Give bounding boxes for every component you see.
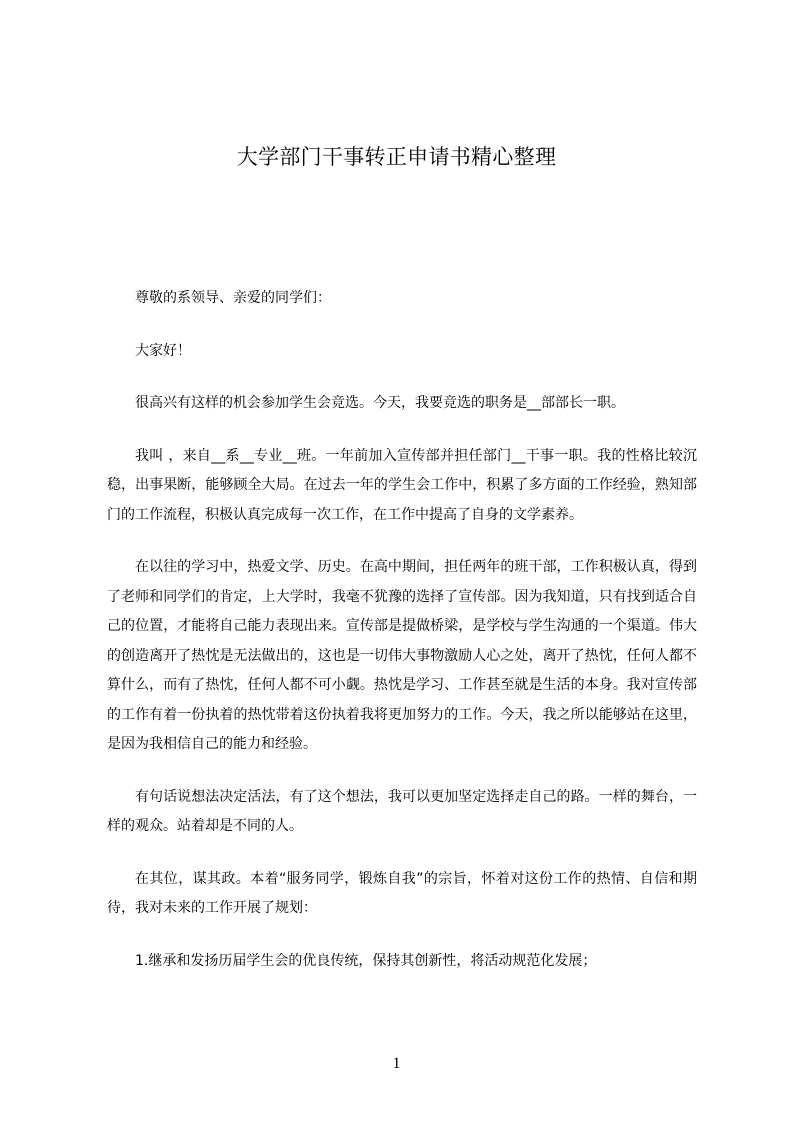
body-paragraph: 在其位，谋其政。本着“服务同学，锻炼自我”的宗旨，怀着对这份工作的热情、自信和期待，我对未来的工作开展了规划： <box>107 870 697 916</box>
body-paragraph: 有句话说想法决定活法，有了这个想法，我可以更加坚定选择走自己的路。一样的舞台，一样的观众。站着却是不同的人。 <box>107 788 697 834</box>
page-number: 1 <box>392 1055 401 1072</box>
plan-list-item: 1.继承和发扬历届学生会的优良传统，保持其创新性，将活动规范化发展； <box>135 952 597 969</box>
document-title: 大学部门干事转正申请书精心整理 <box>236 145 557 169</box>
greeting-paragraph: 大家好！ <box>135 342 191 359</box>
body-paragraph: 很高兴有这样的机会参加学生会竞选。今天，我要竞选的职务是__部部长一职。 <box>135 395 625 411</box>
document-body <box>107 284 697 999</box>
body-paragraph: 我叫 ，来自__系__专业__班。一年前加入宣传部并担任部门__干事一职。我的性格比较沉稳，出事果断，能够顾全大局。在过去一年的学生会工作中，积累了多方面的工作经验，熟知部门的工作流程，积极认真完成每一次工作，在工作中提高了自身的文学素养。 <box>107 447 697 523</box>
salutation-paragraph: 尊敬的系领导、亲爱的同学们： <box>135 290 331 306</box>
body-paragraph: 在以往的学习中，热爱文学、历史。在高中期间，担任两年的班干部，工作积极认真，得到了老师和同学们的肯定，上大学时，我毫不犹豫的选择了宣传部。因为我知道，只有找到适合自己的位置，才能将自己能力表现出来。宣传部是提做桥梁，是学校与学生沟通的一个渠道。伟大的创造离开了热忱是无法做出的，这也是一切伟大事物激励人心之处，离开了热忱，任何人都不算什么，而有了热忱，任何人都不可小觑。热忱是学习、工作甚至就是生活的本身。我对宣传部的工作有着一份执着的热忱带着这份执着我将更加努力的工作。今天，我之所以能够站在这里，是因为我相信自己的能力和经验。 <box>107 559 697 752</box>
